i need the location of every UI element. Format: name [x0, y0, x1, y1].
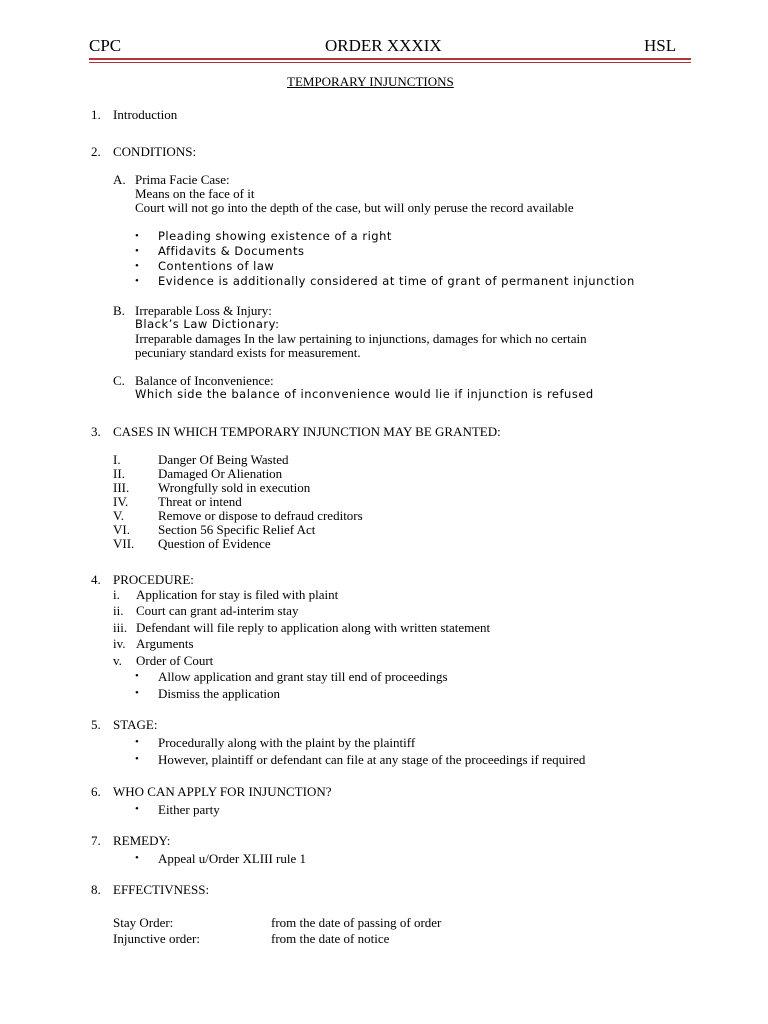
section-6-number: 6. [91, 784, 101, 799]
list-item-number: VII. [113, 536, 135, 551]
condition-a-line: Court will not go into the depth of the case, but will only peruse the record available [135, 200, 574, 215]
bullet-icon: • [135, 753, 139, 765]
section-7-heading: REMEDY: [113, 833, 171, 848]
condition-c-letter: C. [113, 373, 125, 388]
condition-b-line: Black’s Law Dictionary: [135, 317, 280, 331]
list-item: Contentions of law [158, 259, 275, 273]
condition-b-heading: Irreparable Loss & Injury: [135, 303, 272, 318]
list-item: Pleading showing existence of a right [158, 229, 392, 243]
list-item-number: II. [113, 466, 125, 481]
list-item: Procedurally along with the plaint by the plaintiff [158, 735, 416, 750]
list-item: Dismiss the application [158, 686, 281, 701]
section-7-number: 7. [91, 833, 101, 848]
condition-c-line: Which side the balance of inconvenience would lie if injunction is refused [135, 387, 594, 401]
section-5-number: 5. [91, 717, 101, 732]
section-4-number: 4. [91, 572, 101, 587]
list-item: Section 56 Specific Relief Act [158, 522, 316, 537]
condition-a-line: Means on the face of it [135, 186, 255, 201]
list-item: Evidence is additionally considered at time of grant of permanent injunction [158, 274, 635, 288]
section-1-heading: Introduction [113, 107, 178, 122]
list-item: Order of Court [136, 653, 214, 668]
section-2-number: 2. [91, 144, 101, 159]
effect-term: Injunctive order: [113, 931, 200, 946]
list-item-number: iii. [113, 620, 128, 635]
condition-a-letter: A. [113, 172, 126, 187]
condition-a-heading: Prima Facie Case: [135, 172, 230, 187]
list-item: Remove or dispose to defraud creditors [158, 508, 363, 523]
section-3-heading: CASES IN WHICH TEMPORARY INJUNCTION MAY BE GRANTED: [113, 424, 501, 439]
condition-b-line: pecuniary standard exists for measurement. [135, 345, 361, 360]
list-item-number: v. [113, 653, 122, 668]
header-rule-thin [89, 62, 691, 63]
condition-b-letter: B. [113, 303, 125, 318]
header-left: CPC [89, 36, 122, 55]
list-item: Wrongfully sold in execution [158, 480, 311, 495]
list-item-number: iv. [113, 636, 126, 651]
header-rule-thick [89, 58, 691, 60]
bullet-icon: • [135, 803, 139, 815]
list-item: Affidavits & Documents [158, 244, 305, 258]
list-item-number: ii. [113, 603, 124, 618]
bullet-icon: • [135, 245, 139, 257]
header-right: HSL [644, 36, 677, 55]
list-item: Damaged Or Alienation [158, 466, 283, 481]
list-item: Court can grant ad-interim stay [136, 603, 299, 618]
list-item: Allow application and grant stay till end of proceedings [158, 669, 448, 684]
bullet-icon: • [135, 260, 139, 272]
list-item-number: i. [113, 587, 120, 602]
section-5-heading: STAGE: [113, 717, 158, 732]
header-center: ORDER XXXIX [325, 36, 442, 55]
list-item: However, plaintiff or defendant can file at any stage of the proceedings if required [158, 752, 586, 767]
section-1-number: 1. [91, 107, 101, 122]
list-item: Danger Of Being Wasted [158, 452, 289, 467]
list-item: Defendant will file reply to application along with written statement [136, 620, 491, 635]
effect-term: Stay Order: [113, 915, 174, 930]
bullet-icon: • [135, 670, 139, 682]
bullet-icon: • [135, 230, 139, 242]
bullet-icon: • [135, 687, 139, 699]
list-item-number: VI. [113, 522, 130, 537]
list-item-number: III. [113, 480, 130, 495]
condition-c-heading: Balance of Inconvenience: [135, 373, 274, 388]
list-item: Threat or intend [158, 494, 242, 509]
section-8-heading: EFFECTIVNESS: [113, 882, 210, 897]
list-item: Application for stay is filed with plaint [136, 587, 339, 602]
section-4-heading: PROCEDURE: [113, 572, 194, 587]
section-8-number: 8. [91, 882, 101, 897]
section-6-heading: WHO CAN APPLY FOR INJUNCTION? [113, 784, 332, 799]
effect-value: from the date of notice [271, 931, 390, 946]
list-item: Arguments [136, 636, 194, 651]
bullet-icon: • [135, 275, 139, 287]
document-title: TEMPORARY INJUNCTIONS [287, 74, 454, 89]
section-2-heading: CONDITIONS: [113, 144, 197, 159]
list-item-number: V. [113, 508, 124, 523]
bullet-icon: • [135, 736, 139, 748]
list-item: Appeal u/Order XLIII rule 1 [158, 851, 306, 866]
section-3-number: 3. [91, 424, 101, 439]
effect-value: from the date of passing of order [271, 915, 442, 930]
list-item-number: IV. [113, 494, 129, 509]
list-item-number: I. [113, 452, 121, 467]
condition-b-line: Irreparable damages In the law pertaining to injunctions, damages for which no certain [135, 331, 587, 346]
list-item: Either party [158, 802, 220, 817]
bullet-icon: • [135, 852, 139, 864]
list-item: Question of Evidence [158, 536, 271, 551]
